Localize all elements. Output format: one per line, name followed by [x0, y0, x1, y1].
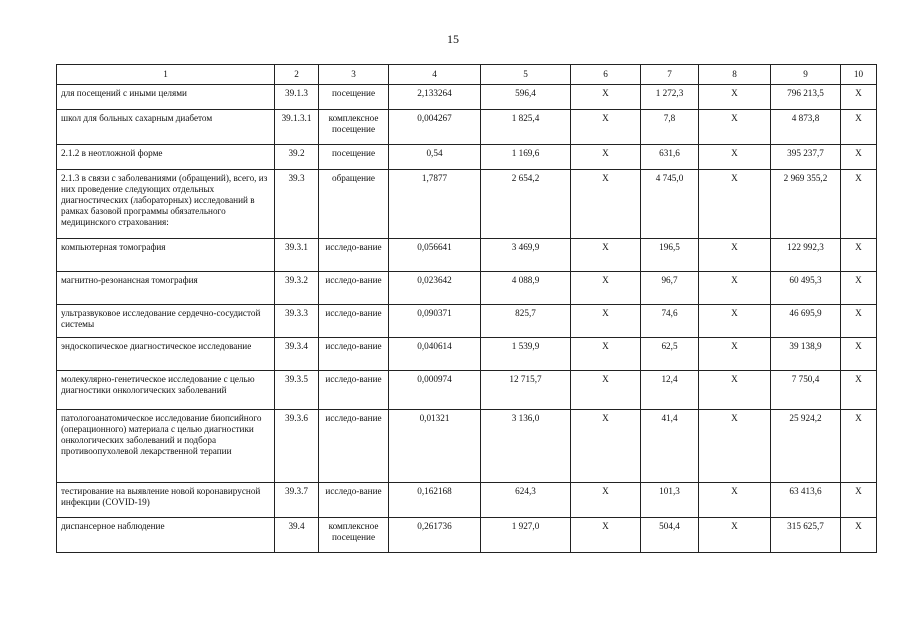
- cell-col7: 196,5: [641, 239, 699, 272]
- row-name: эндоскопическое диагностическое исследование: [57, 338, 275, 371]
- row-name: магнитно-резонансная томография: [57, 272, 275, 305]
- row-unit: исследо-вание: [319, 272, 389, 305]
- cell-col8: X: [699, 239, 771, 272]
- row-code: 39.1.3: [275, 85, 319, 110]
- cell-col10: X: [841, 410, 877, 483]
- table-row: [57, 338, 877, 371]
- row-name: 2.1.2 в неотложной форме: [57, 145, 275, 170]
- cell-col9: 7 750,4: [771, 371, 841, 410]
- cell-col6: X: [571, 272, 641, 305]
- cell-col4: 0,040614: [389, 338, 481, 371]
- cell-col9: 4 873,8: [771, 110, 841, 145]
- row-code: 39.1.3.1: [275, 110, 319, 145]
- cell-col4: 2,133264: [389, 85, 481, 110]
- cell-col5: 624,3: [481, 483, 571, 518]
- cell-col9: 796 213,5: [771, 85, 841, 110]
- cell-col5: 1 169,6: [481, 145, 571, 170]
- data-table: [56, 64, 877, 553]
- cell-col9: 2 969 355,2: [771, 170, 841, 239]
- column-header: 10: [841, 65, 877, 85]
- cell-col6: X: [571, 518, 641, 553]
- cell-col8: X: [699, 170, 771, 239]
- cell-col7: 74,6: [641, 305, 699, 338]
- cell-col6: X: [571, 110, 641, 145]
- cell-col7: 504,4: [641, 518, 699, 553]
- cell-col6: X: [571, 305, 641, 338]
- cell-col6: X: [571, 85, 641, 110]
- row-unit: исследо-вание: [319, 371, 389, 410]
- row-code: 39.3.3: [275, 305, 319, 338]
- row-name: молекулярно-генетическое исследование с целью диагностики онкологических заболеваний: [57, 371, 275, 410]
- cell-col8: X: [699, 85, 771, 110]
- cell-col5: 2 654,2: [481, 170, 571, 239]
- cell-col6: X: [571, 338, 641, 371]
- cell-col6: X: [571, 239, 641, 272]
- cell-col10: X: [841, 145, 877, 170]
- row-code: 39.3.7: [275, 483, 319, 518]
- row-code: 39.3.2: [275, 272, 319, 305]
- cell-col7: 4 745,0: [641, 170, 699, 239]
- cell-col7: 631,6: [641, 145, 699, 170]
- column-header: 1: [57, 65, 275, 85]
- cell-col8: X: [699, 410, 771, 483]
- cell-col10: X: [841, 272, 877, 305]
- cell-col4: 0,01321: [389, 410, 481, 483]
- cell-col6: X: [571, 371, 641, 410]
- column-header: 3: [319, 65, 389, 85]
- cell-col10: X: [841, 371, 877, 410]
- row-unit: исследо-вание: [319, 483, 389, 518]
- row-unit: исследо-вание: [319, 338, 389, 371]
- cell-col9: 315 625,7: [771, 518, 841, 553]
- cell-col9: 63 413,6: [771, 483, 841, 518]
- cell-col6: X: [571, 170, 641, 239]
- cell-col8: X: [699, 338, 771, 371]
- column-header: 4: [389, 65, 481, 85]
- cell-col4: 0,162168: [389, 483, 481, 518]
- row-unit: исследо-вание: [319, 239, 389, 272]
- cell-col9: 60 495,3: [771, 272, 841, 305]
- table-row: [57, 170, 877, 239]
- row-name: ультразвуковое исследование сердечно-сосудистой системы: [57, 305, 275, 338]
- row-name: тестирование на выявление новой коронавирусной инфекции (COVID-19): [57, 483, 275, 518]
- cell-col5: 596,4: [481, 85, 571, 110]
- row-code: 39.3.1: [275, 239, 319, 272]
- table-row: [57, 518, 877, 553]
- row-name: диспансерное наблюдение: [57, 518, 275, 553]
- row-code: 39.2: [275, 145, 319, 170]
- cell-col9: 39 138,9: [771, 338, 841, 371]
- cell-col10: X: [841, 338, 877, 371]
- table-row: [57, 110, 877, 145]
- cell-col4: 0,004267: [389, 110, 481, 145]
- cell-col4: 0,090371: [389, 305, 481, 338]
- row-unit: комплексное посещение: [319, 518, 389, 553]
- cell-col8: X: [699, 518, 771, 553]
- cell-col5: 4 088,9: [481, 272, 571, 305]
- column-header: 5: [481, 65, 571, 85]
- table-row: [57, 145, 877, 170]
- table-row: [57, 410, 877, 483]
- cell-col5: 12 715,7: [481, 371, 571, 410]
- row-unit: исследо-вание: [319, 305, 389, 338]
- cell-col5: 3 469,9: [481, 239, 571, 272]
- column-header: 7: [641, 65, 699, 85]
- row-name: школ для больных сахарным диабетом: [57, 110, 275, 145]
- cell-col9: 25 924,2: [771, 410, 841, 483]
- cell-col10: X: [841, 170, 877, 239]
- row-code: 39.3: [275, 170, 319, 239]
- cell-col5: 1 825,4: [481, 110, 571, 145]
- cell-col6: X: [571, 410, 641, 483]
- row-unit: комплексное посещение: [319, 110, 389, 145]
- cell-col10: X: [841, 110, 877, 145]
- table-row: [57, 272, 877, 305]
- row-unit: исследо-вание: [319, 410, 389, 483]
- column-header: 8: [699, 65, 771, 85]
- row-code: 39.3.4: [275, 338, 319, 371]
- cell-col10: X: [841, 518, 877, 553]
- cell-col7: 7,8: [641, 110, 699, 145]
- row-unit: посещение: [319, 145, 389, 170]
- column-header: 2: [275, 65, 319, 85]
- cell-col9: 46 695,9: [771, 305, 841, 338]
- cell-col10: X: [841, 239, 877, 272]
- cell-col5: 825,7: [481, 305, 571, 338]
- column-header: 9: [771, 65, 841, 85]
- cell-col4: 0,023642: [389, 272, 481, 305]
- cell-col4: 0,261736: [389, 518, 481, 553]
- cell-col8: X: [699, 110, 771, 145]
- cell-col7: 12,4: [641, 371, 699, 410]
- cell-col8: X: [699, 272, 771, 305]
- cell-col4: 0,54: [389, 145, 481, 170]
- cell-col7: 41,4: [641, 410, 699, 483]
- header-row: [57, 65, 877, 85]
- row-unit: посещение: [319, 85, 389, 110]
- table-row: [57, 85, 877, 110]
- cell-col10: X: [841, 85, 877, 110]
- cell-col5: 3 136,0: [481, 410, 571, 483]
- cell-col4: 1,7877: [389, 170, 481, 239]
- page-number: 15: [447, 32, 459, 46]
- cell-col5: 1 539,9: [481, 338, 571, 371]
- column-header: 6: [571, 65, 641, 85]
- table-row: [57, 305, 877, 338]
- cell-col7: 101,3: [641, 483, 699, 518]
- table-row: [57, 239, 877, 272]
- row-name: для посещений с иными целями: [57, 85, 275, 110]
- cell-col6: X: [571, 483, 641, 518]
- cell-col8: X: [699, 371, 771, 410]
- row-code: 39.3.6: [275, 410, 319, 483]
- cell-col8: X: [699, 305, 771, 338]
- cell-col7: 96,7: [641, 272, 699, 305]
- row-code: 39.4: [275, 518, 319, 553]
- row-name: 2.1.3 в связи с заболеваниями (обращений), всего, из них проведение следующих отдельных диагностических (лабораторных) исследований в рамках базовой программы обязательного медицинского страхования:: [57, 170, 275, 239]
- cell-col4: 0,000974: [389, 371, 481, 410]
- row-name: компьютерная томография: [57, 239, 275, 272]
- table-row: [57, 483, 877, 518]
- cell-col9: 395 237,7: [771, 145, 841, 170]
- cell-col9: 122 992,3: [771, 239, 841, 272]
- cell-col7: 62,5: [641, 338, 699, 371]
- cell-col10: X: [841, 483, 877, 518]
- row-code: 39.3.5: [275, 371, 319, 410]
- row-unit: обращение: [319, 170, 389, 239]
- cell-col5: 1 927,0: [481, 518, 571, 553]
- table-row: [57, 371, 877, 410]
- cell-col8: X: [699, 145, 771, 170]
- cell-col8: X: [699, 483, 771, 518]
- cell-col6: X: [571, 145, 641, 170]
- cell-col4: 0,056641: [389, 239, 481, 272]
- row-name: патологоанатомическое исследование биопсийного (операционного) материала с целью диагностики онкологических заболеваний и подбора противоопухолевой лекарственной терапии: [57, 410, 275, 483]
- cell-col10: X: [841, 305, 877, 338]
- cell-col7: 1 272,3: [641, 85, 699, 110]
